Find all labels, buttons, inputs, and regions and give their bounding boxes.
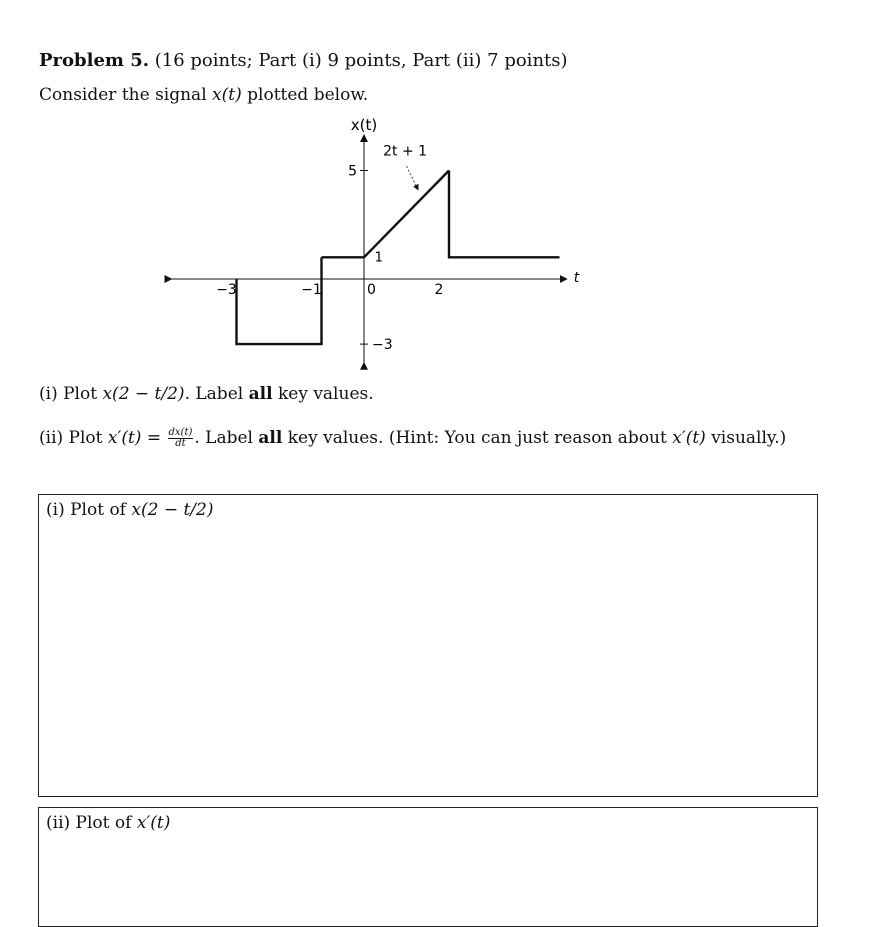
q2-frac-num: dx(t) [168, 427, 193, 438]
problem-points: (16 points; Part (i) 9 points, Part (ii) 7 points) [154, 50, 568, 71]
q2-frac-den: dt [175, 438, 186, 449]
x-tick-label: −3 [216, 282, 237, 298]
x-axis-title: t [573, 270, 580, 286]
intro-prefix: Consider the signal [39, 85, 207, 105]
intro-signal: x(t) [212, 85, 242, 105]
question-ii [39, 428, 786, 449]
signal-segment-4 [449, 171, 560, 258]
signal-series [237, 171, 560, 345]
answer-box-i-label [46, 500, 214, 520]
problem-number: Problem 5. [39, 50, 150, 71]
q1-expr: x(2 − t/2) [102, 384, 185, 404]
box2-prefix: (ii) Plot of [46, 813, 132, 833]
intro-suffix: plotted below. [247, 85, 369, 105]
x-tick-label: 0 [367, 282, 376, 298]
y-tick-label: 5 [348, 163, 357, 180]
q1-text-b: key values. [277, 384, 374, 404]
annotation-arrow [407, 166, 418, 188]
q2-bold: all [258, 428, 283, 448]
q2-expr: x′(t) = [107, 428, 162, 448]
q2-text-c: visually.) [711, 428, 787, 448]
q2-text-b: key values. (Hint: You can just reason about [287, 428, 667, 448]
x-tick-label: −1 [301, 282, 322, 298]
box1-prefix: (i) Plot of [46, 500, 126, 520]
ramp-annotation: 2t + 1 [383, 143, 428, 160]
answer-box-ii-label [46, 813, 170, 833]
signal-chart [0, 0, 878, 380]
question-i [39, 384, 374, 404]
q1-text-a: . Label [184, 384, 244, 404]
q1-bold: all [248, 384, 273, 404]
point-label-1: 1 [374, 250, 383, 266]
box2-expr: x′(t) [136, 813, 171, 833]
y-tick-label: −3 [372, 337, 393, 354]
answer-box-ii[interactable] [38, 807, 818, 927]
q1-prefix: (i) Plot [39, 384, 98, 404]
signal-segment-3 [364, 171, 449, 258]
q2-text-a: . Label [194, 428, 253, 448]
q2-expr2: x′(t) [672, 428, 706, 448]
q2-prefix: (ii) Plot [39, 428, 103, 448]
box1-expr: x(2 − t/2) [131, 500, 214, 520]
answer-box-i[interactable] [38, 494, 818, 797]
q2-fraction [168, 428, 194, 449]
signal-segment-1 [237, 257, 322, 344]
x-tick-label: 2 [434, 282, 444, 298]
x-tick-group [216, 282, 443, 298]
y-axis-title: x(t) [350, 115, 378, 134]
